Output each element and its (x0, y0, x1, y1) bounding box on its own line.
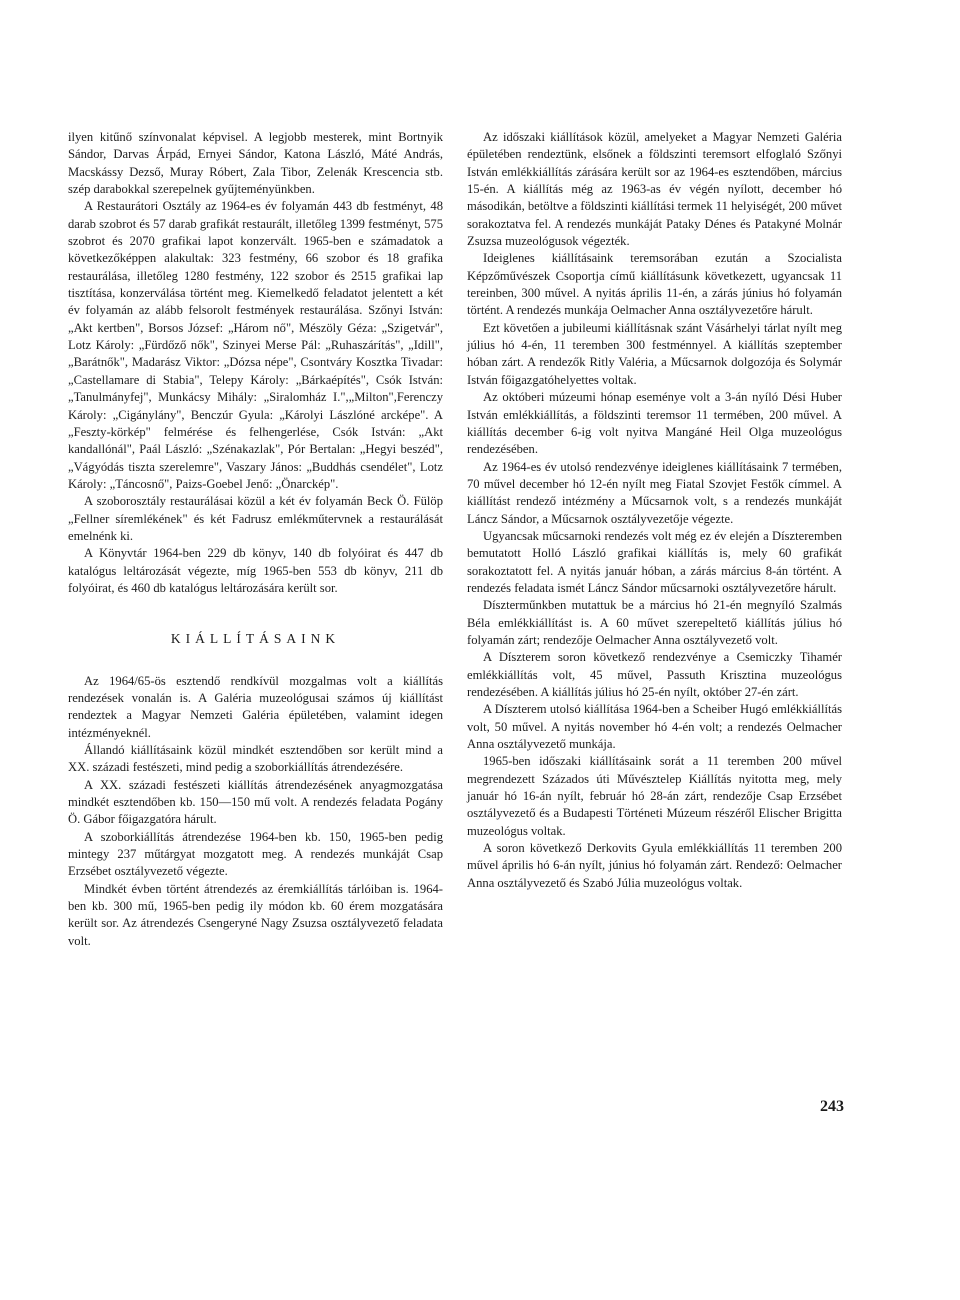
paragraph: Ezt követően a jubileumi kiállításnak szánt Vásárhelyi tárlat nyílt meg július hó 4-én, 11 teremben 300 festménnyel. A kiállítás szeptember hóban zárt. A rendezők Ritly Valéria, a Műcsarnok dolgozója és Solymár István főigazgatóhelyettes voltak. (467, 320, 842, 387)
paragraph: A Restaurátori Osztály az 1964-es év folyamán 443 db festményt, 48 darab szobrot és 57 darab grafikát restaurált, illetőleg 1399 festményt, 575 szobrot és 2070 grafikai lapot konzervált. 1965-ben e számadatok a következőképpen alakultak: 323 festmény, 66 szobor és 18 grafika restaurálása, illetőleg 1280 festmény, 122 szobor és 2515 grafikai lap tisztítása, konzerválása történt meg. Kiemelkedő feladatot jelentett a két év folyamán az alább felsorolt festmények restaurálása. Szőnyi István: „Akt kertben", Borsos József: „Három nő", Mészöly Géza: „Szigetvár", Lotz Károly: „Fürdőző nők", Szinyei Merse Pál: „Ruhaszárítás", „Idill", „Barátnők", Madarász Viktor: „Dózsa népe", Csontváry Kosztka Tivadar: „Castellamare di Stabia", Telepy Károly: „Bárkaépítés", Csók István: „Tanulmányfej", Munkácsy Mihály: „Siralomház I.",„Milton",Ferenczy Károly: „Cigánylány", Benczúr Gyula: „Károlyi Lászlóné arcképe". A „Feszty-körkép" felmérése és felhengerlése, Csók István: „Akt kandallónál", Paál László: „Szénakazlak", Pór Bertalan: „Hegyi beszéd", „Vágyódás tiszta szerelemre", Vaszary János: „Buddhás csendélet", Lotz Károly: „Táncosnő", Paizs-Goebel Jenő: „Önarckép". (68, 199, 443, 491)
paragraph: Mindkét évben történt átrendezés az éremkiállítás tárlóiban is. 1964-ben kb. 300 mű, 1965-ben pedig ily módon kb. 60 érem mozgatására került sor. Az átrendezés Csengeryné Nagy Zsuzsa osztályvezető feladata volt. (68, 881, 443, 948)
paragraph: A Díszterem soron következő rendezvénye a Csemiczky Tihamér emlékkiállítás volt, 45 művel, Passuth Krisztina muzeológus rendezésében. A kiállítás július hó 25-én nyílt, október 27-én zárt. (467, 650, 842, 699)
paragraph: Ideiglenes kiállításaink teremsorában ezután a Szocialista Képzőművészek Csoportja című kiállításunk következett, ugyancsak 11 tereinben, 300 művel. A nyitás április 11-én, a zárás június hó folyamán történt. A rendezés munkája Oelmacher Anna osztályvezetőre hárult. (467, 251, 842, 318)
left-column (68, 129, 443, 950)
paragraph: Az 1964-es év utolsó rendezvénye ideiglenes kiállításaink 7 termében, 70 művel december hó 12-én nyílt meg Fiatal Szovjet Festők címmel. A kiállítást rendező intézmény a Műcsarnok volt, s a rendezés munkáját Láncz Sándor, a Műcsarnok osztályvezetője végezte. (467, 459, 842, 526)
section-heading: KIÁLLÍTÁSAINK (170, 631, 341, 647)
paragraph: Az októberi múzeumi hónap eseménye volt a 3-án nyíló Dési Huber István emlékkiállítás, a földszinti teremsor 11 termében, 200 művel. A kiállítás december 6-ig volt nyitva Mangáné Heil Olga muzeológus rendezésében. (467, 390, 842, 457)
paragraph: A XX. századi festészeti kiállítás átrendezésének anyagmozgatása mindkét esztendőben kb. 150—150 mű volt. A rendezés feladata Pogány Ö. Gábor főigazgatóra hárult. (68, 777, 443, 827)
paragraph: Az 1964/65-ös esztendő rendkívül mozgalmas volt a kiállítás rendezések vonalán is. A Galéria muzeológusai számos új kiállítást rendeztek a Magyar Nemzeti Galéria épületében, valamint idegen intézményeknél. (68, 673, 443, 740)
paragraph: A soron következő Derkovits Gyula emlékkiállítás 11 teremben 200 művel április hó 6-án nyílt, június hó folyamán zárt. Rendező: Oelmacher Anna osztályvezető és Szabó Júlia muzeológus voltak. (467, 841, 842, 890)
paragraph: Állandó kiállításaink közül mindkét esztendőben sor került mind a XX. századi festészeti, mind pedig a szoborkiállítás átrendezésére. (68, 743, 443, 775)
paragraph: ilyen kitűnő színvonalat képvisel. A legjobb mesterek, mint Bortnyik Sándor, Darvas Árpád, Ernyei Sándor, Katona László, Máté András, Macskássy Dezső, Muray Róbert, Zala Tibor, Zelenák Krescencia stb. szép darabokkal szerepelnek gyűjteményünkben. (68, 130, 443, 197)
paragraph: A Könyvtár 1964-ben 229 db könyv, 140 db folyóirat és 447 db katalógus leltározását végezte, míg 1965-ben 553 db könyv, 211 db folyóirat, és 460 db katalógus leltározására került sor. (68, 546, 443, 595)
paragraph: A Díszterem utolsó kiállítása 1964-ben a Scheiber Hugó emlékkiállítás volt, 50 művel. A nyitás november hó 4-én volt; a rendezés Oelmacher Anna osztályvezető munkája. (467, 702, 842, 752)
page-number: 243 (820, 1098, 844, 1115)
paragraph: A szoborosztály restaurálásai közül a két év folyamán Beck Ö. Fülöp „Fellner síremlékének" és két Fadrusz emlékműtervnek a restaurálását emelnénk ki. (68, 494, 443, 543)
paragraph: A szoborkiállítás átrendezése 1964-ben kb. 150, 1965-ben pedig mintegy 237 műtárgyat mozgatott meg. A rendezés munkáját Csap Erzsébet osztályvezető végezte. (68, 829, 443, 879)
paragraph: Díszterműnkben mutattuk be a március hó 21-én megnyíló Szalmás Béla emlékkiállítást is. A 60 művet szerepeltető kiállítás július hó folyamán zárt; rendezője Oelmacher Anna osztályvezető volt. (467, 598, 842, 647)
paragraph: 1965-ben időszaki kiállításaink sorát a 11 teremben 200 művel megrendezett Százados úti Művésztelep Kiállítás nyitotta meg, mely január hó 16-án nyílt, február hó 28-án zárt, rendezője Csap Erzsébet osztályvezető és a Budapesti Történeti Múzeum részéről Elischer Brigitta muzeológus voltak. (467, 754, 842, 838)
right-column (467, 129, 842, 892)
paragraph: Ugyancsak műcsarnoki rendezés volt még ez év elején a Díszteremben bemutatott Holló László grafikai kiállítás is, mely 60 grafikát sorakoztatott fel. A nyitás január hóban, a zárás március 8-án történt. A rendezés feladata ismét Láncz Sándor műcsarnoki osztályvezetőre hárult. (467, 528, 842, 595)
paragraph: Az időszaki kiállítások közül, amelyeket a Magyar Nemzeti Galéria épületében rendeztünk, elsőnek a földszinti teremsort elfoglaló Szőnyi István emlékkiállítás zárására került sor az 1964-es esztendőben, március 15-én. A kiállítás még az 1963-as év végén nyílott, december hó másodikán, betöltve a földszinti kiállítási termek 11 helyiségét, 200 művet sorakoztatva fel. A rendezés munkáját Pataky Dénes és Patakyné Molnár Zsuzsa muzeológusok végezték. (467, 130, 842, 249)
